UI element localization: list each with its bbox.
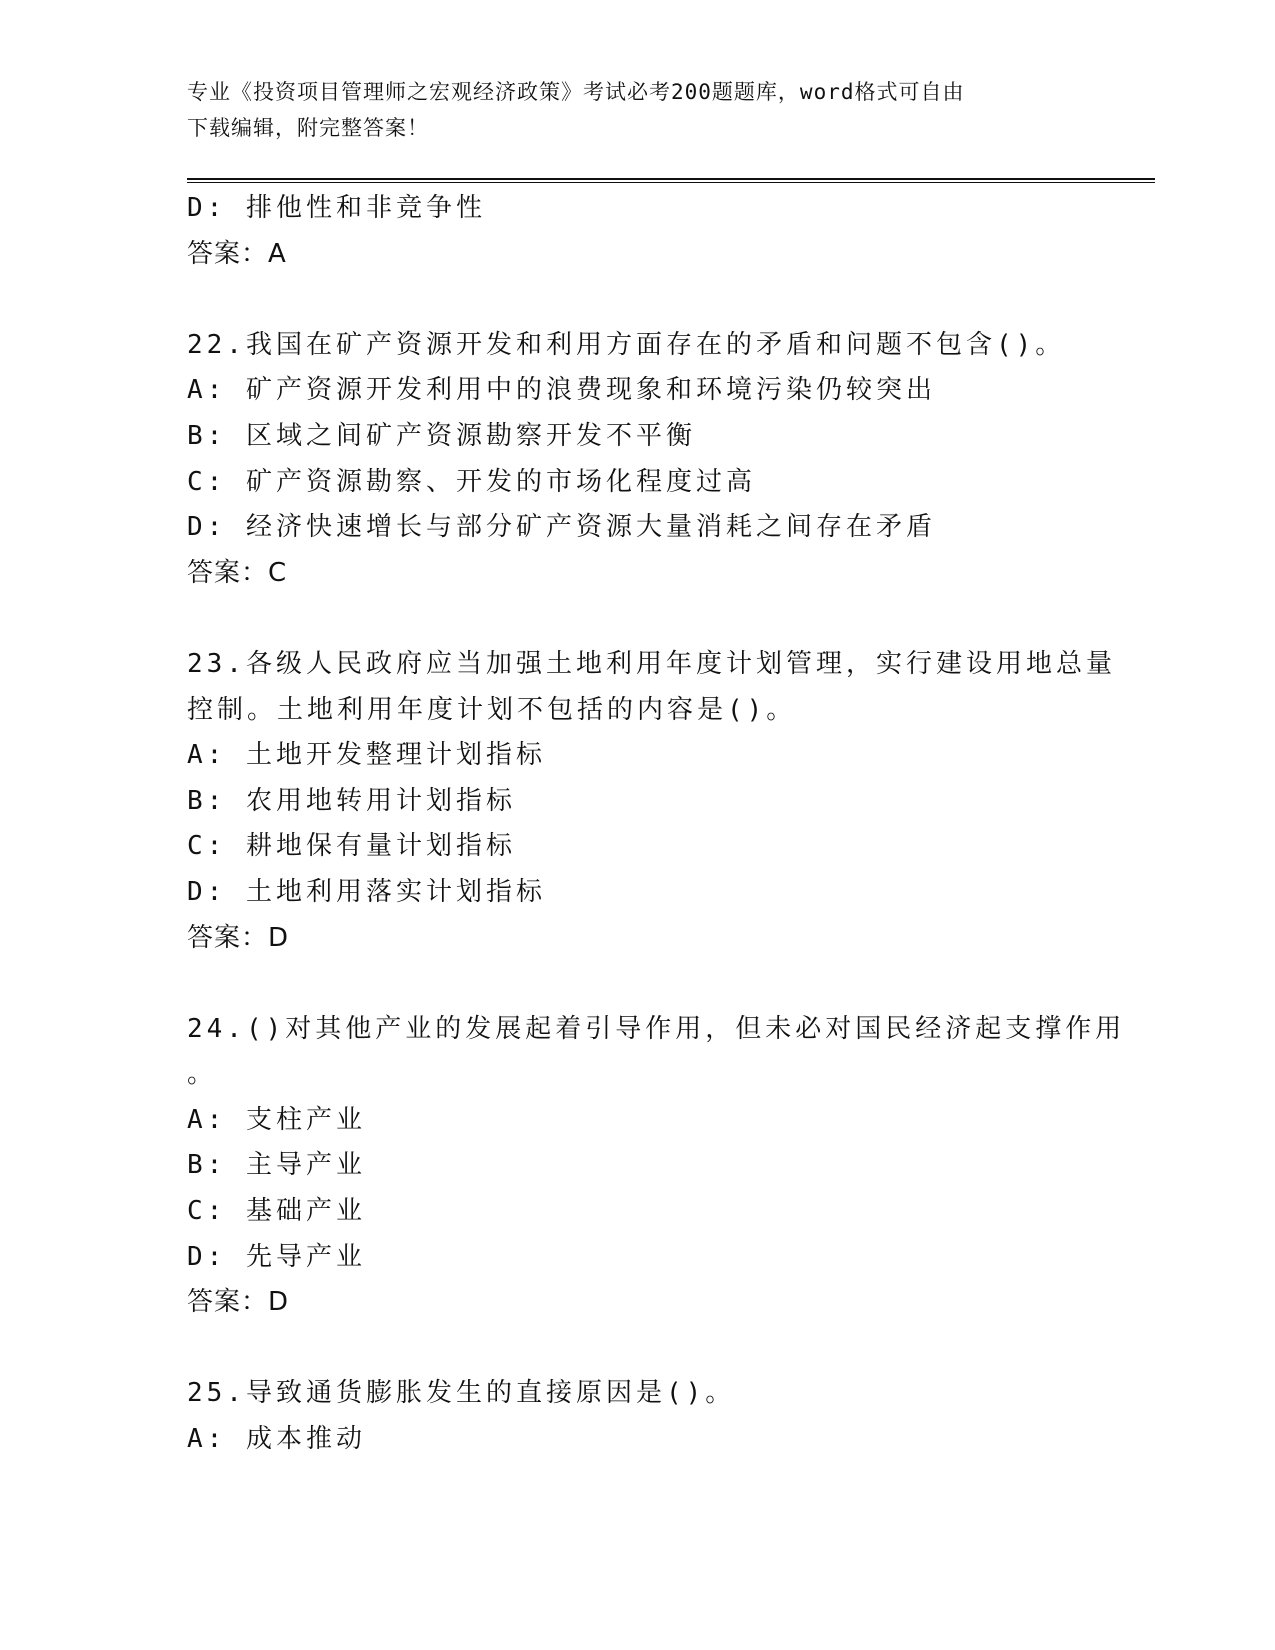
question-22-text: 22.我国在矿产资源开发和利用方面存在的矛盾和问题不包含()。 xyxy=(187,329,1066,360)
question-22-answer: 答案：C xyxy=(187,557,288,588)
question-24-option-b: B: 主导产业 xyxy=(187,1150,366,1181)
question-23-option-a: A: 土地开发整理计划指标 xyxy=(187,740,546,771)
answer-label: 答案：A xyxy=(187,238,287,269)
question-24-option-c: C: 基础产业 xyxy=(187,1196,366,1227)
question-24-option-d: D: 先导产业 xyxy=(187,1241,366,1272)
option-d: D: 排他性和非竞争性 xyxy=(187,193,486,223)
question-24-answer: 答案：D xyxy=(187,1287,290,1318)
spacer xyxy=(187,277,1087,323)
question-24-text-line-1: 24.()对其他产业的发展起着引导作用，但未必对国民经济起支撑作用 xyxy=(187,1013,1126,1044)
question-23-option-b: B: 农用地转用计划指标 xyxy=(187,785,516,816)
question-list xyxy=(187,186,1126,1463)
question-23-text-line-1: 23.各级人民政府应当加强土地利用年度计划管理，实行建设用地总量 xyxy=(187,648,1116,679)
header-divider xyxy=(187,178,1155,183)
question-22-option-c: C: 矿产资源勘察、开发的市场化程度过高 xyxy=(187,466,756,497)
question-22-option-d: D: 经济快速增长与部分矿产资源大量消耗之间存在矛盾 xyxy=(187,512,936,543)
question-23-option-c: C: 耕地保有量计划指标 xyxy=(187,831,516,862)
question-24-option-a: A: 支柱产业 xyxy=(187,1104,366,1135)
question-22-option-b: B: 区域之间矿产资源勘察开发不平衡 xyxy=(187,420,696,451)
header-line-2: 下载编辑，附完整答案！ xyxy=(187,116,429,140)
spacer xyxy=(187,596,1087,642)
spacer xyxy=(187,1326,1087,1372)
question-23-option-d: D: 土地利用落实计划指标 xyxy=(187,876,546,907)
question-25-text: 25.导致通货膨胀发生的直接原因是()。 xyxy=(187,1378,736,1409)
spacer xyxy=(187,961,1087,1007)
question-23-answer: 答案：D xyxy=(187,922,290,953)
question-22-option-a: A: 矿产资源开发利用中的浪费现象和环境污染仍较突出 xyxy=(187,375,936,406)
question-25-option-a: A: 成本推动 xyxy=(187,1424,366,1455)
document-header xyxy=(187,74,1087,146)
question-24-text-line-2: 。 xyxy=(187,1059,218,1090)
header-line-1: 专业《投资项目管理师之宏观经济政策》考试必考200题题库，word格式可自由 xyxy=(187,80,965,104)
question-23-text-line-2: 控制。土地利用年度计划不包括的内容是()。 xyxy=(187,694,797,725)
